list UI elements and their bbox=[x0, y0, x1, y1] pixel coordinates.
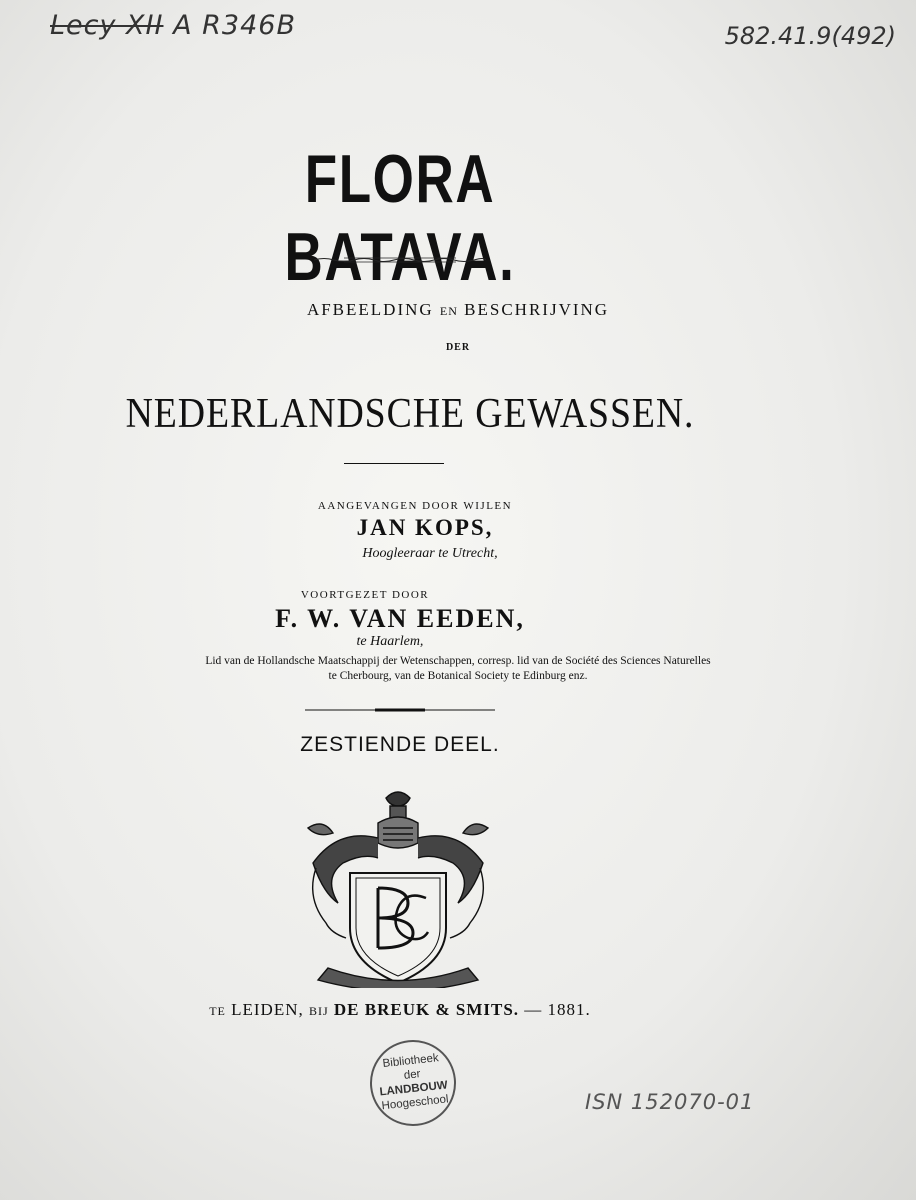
imprint-te: TE bbox=[209, 1004, 226, 1018]
subtitle-part1: AFBEELDING bbox=[306, 300, 434, 319]
volume-label: ZESTIENDE DEEL. bbox=[300, 733, 500, 756]
membership-line-2: te Cherbourg, van de Botanical Society te Edinburg enz. bbox=[328, 670, 588, 682]
imprint-place: LEIDEN, bbox=[231, 1000, 304, 1019]
publisher-emblem bbox=[298, 778, 498, 988]
shelfmark-letter: A bbox=[173, 10, 193, 41]
subtitle-main: NEDERLANDSCHE GEWASSEN. bbox=[125, 391, 695, 437]
imprint-year: — 1881. bbox=[524, 1000, 591, 1019]
subtitle-line bbox=[0, 300, 916, 320]
subtitle-connector: EN bbox=[439, 304, 458, 318]
stamp-line-1: Bibliotheek bbox=[382, 1052, 440, 1071]
book-title: FLORA BATAVA. bbox=[284, 141, 516, 295]
crossed-shelfmark: Lecy XII bbox=[50, 10, 164, 41]
stamp-line-4: Hoogeschool bbox=[381, 1093, 450, 1113]
subtitle-part2: BESCHRIJVING bbox=[464, 300, 610, 319]
classification-annotation: 582.41.9(492) bbox=[724, 22, 896, 50]
imprint-line bbox=[120, 1000, 680, 1020]
imprint-publisher: DE BREUK & SMITS. bbox=[333, 1000, 520, 1019]
stamp-line-3: LANDBOUW bbox=[378, 1079, 449, 1099]
continued-by-label: VOORTGEZET DOOR bbox=[300, 589, 430, 601]
membership-line-1: Lid van de Hollandsche Maatschappij der Wetenschappen, corresp. lid van de Société des Sciences Naturelles bbox=[205, 655, 711, 667]
imprint-bij: BIJ bbox=[308, 1004, 329, 1018]
second-author: F. W. VAN EEDEN, bbox=[275, 604, 525, 633]
stamp-line-2: der bbox=[403, 1068, 422, 1082]
shelfmark-annotation bbox=[50, 10, 296, 41]
ornamental-rule bbox=[314, 256, 486, 264]
shelfmark-code: R346B bbox=[202, 10, 296, 41]
started-by-label: AANGEVANGEN DOOR WIJLEN bbox=[317, 500, 513, 512]
first-author: JAN KOPS, bbox=[356, 515, 494, 540]
accession-number: ISN 152070-01 bbox=[585, 1090, 755, 1114]
library-stamp bbox=[366, 1036, 461, 1131]
divider-rule bbox=[344, 463, 444, 464]
second-author-place: te Haarlem, bbox=[356, 634, 424, 649]
first-author-role: Hoogleeraar te Utrecht, bbox=[362, 546, 498, 561]
subtitle-der: DER bbox=[445, 342, 471, 353]
double-divider-rule bbox=[305, 708, 495, 712]
